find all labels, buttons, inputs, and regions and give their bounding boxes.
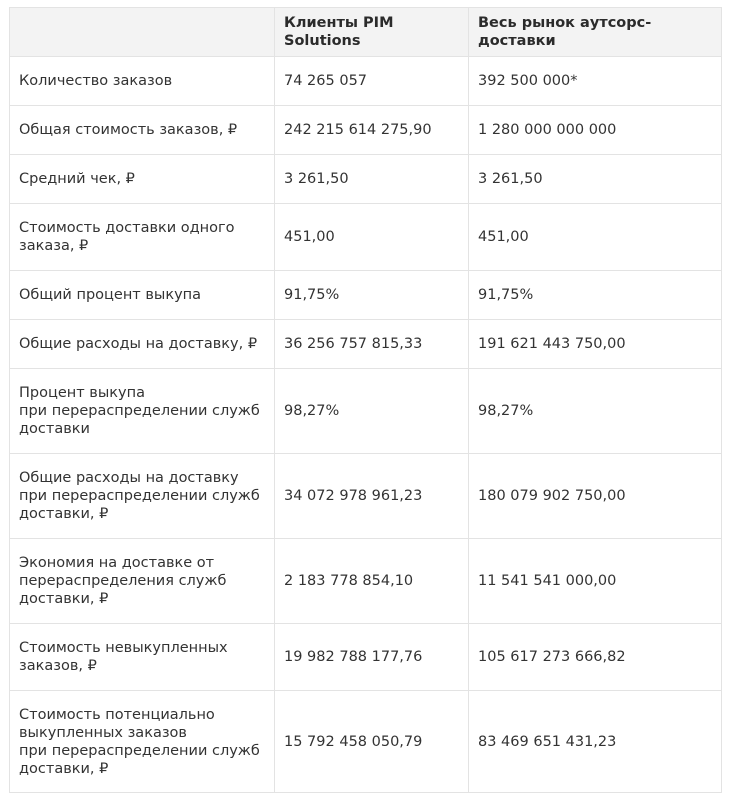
market-value: 98,27%	[469, 369, 722, 454]
market-value: 105 617 273 666,82	[469, 624, 722, 691]
comparison-table-container	[9, 7, 721, 793]
market-value: 451,00	[469, 204, 722, 271]
row-label: Экономия на доставке от перераспределения служб доставки, ₽	[10, 539, 275, 624]
pim-value: 242 215 614 275,90	[275, 106, 469, 155]
table-row	[10, 204, 722, 271]
market-value: 83 469 651 431,23	[469, 691, 722, 793]
pim-value: 19 982 788 177,76	[275, 624, 469, 691]
market-value: 191 621 443 750,00	[469, 320, 722, 369]
market-value: 1 280 000 000 000	[469, 106, 722, 155]
pim-value: 36 256 757 815,33	[275, 320, 469, 369]
row-label: Стоимость доставки одного заказа, ₽	[10, 204, 275, 271]
table-row	[10, 271, 722, 320]
table-row	[10, 57, 722, 106]
header-cell-empty	[10, 8, 275, 57]
pim-value: 2 183 778 854,10	[275, 539, 469, 624]
row-label: Общие расходы на доставку при перераспределении служб доставки, ₽	[10, 454, 275, 539]
table-row	[10, 320, 722, 369]
market-value: 11 541 541 000,00	[469, 539, 722, 624]
header-cell-pim-clients: Клиенты PIM Solutions	[275, 8, 469, 57]
pim-value: 3 261,50	[275, 155, 469, 204]
table-header	[10, 8, 722, 57]
row-label: Процент выкупа при перераспределении служб доставки	[10, 369, 275, 454]
pim-value: 74 265 057	[275, 57, 469, 106]
table-row	[10, 539, 722, 624]
row-label: Стоимость невыкупленных заказов, ₽	[10, 624, 275, 691]
header-cell-whole-market: Весь рынок аутсорс-доставки	[469, 8, 722, 57]
table-row	[10, 691, 722, 793]
market-value: 392 500 000*	[469, 57, 722, 106]
table-row	[10, 106, 722, 155]
row-label: Количество заказов	[10, 57, 275, 106]
pim-value: 34 072 978 961,23	[275, 454, 469, 539]
table-body	[10, 57, 722, 793]
row-label: Общий процент выкупа	[10, 271, 275, 320]
market-value: 3 261,50	[469, 155, 722, 204]
comparison-table	[9, 7, 722, 793]
pim-value: 98,27%	[275, 369, 469, 454]
header-row	[10, 8, 722, 57]
table-row	[10, 624, 722, 691]
row-label: Общие расходы на доставку, ₽	[10, 320, 275, 369]
table-row	[10, 369, 722, 454]
table-row	[10, 155, 722, 204]
row-label: Стоимость потенциально выкупленных заказов при перераспределении служб доставки, ₽	[10, 691, 275, 793]
pim-value: 451,00	[275, 204, 469, 271]
market-value: 180 079 902 750,00	[469, 454, 722, 539]
table-row	[10, 454, 722, 539]
pim-value: 15 792 458 050,79	[275, 691, 469, 793]
pim-value: 91,75%	[275, 271, 469, 320]
row-label: Общая стоимость заказов, ₽	[10, 106, 275, 155]
market-value: 91,75%	[469, 271, 722, 320]
row-label: Средний чек, ₽	[10, 155, 275, 204]
